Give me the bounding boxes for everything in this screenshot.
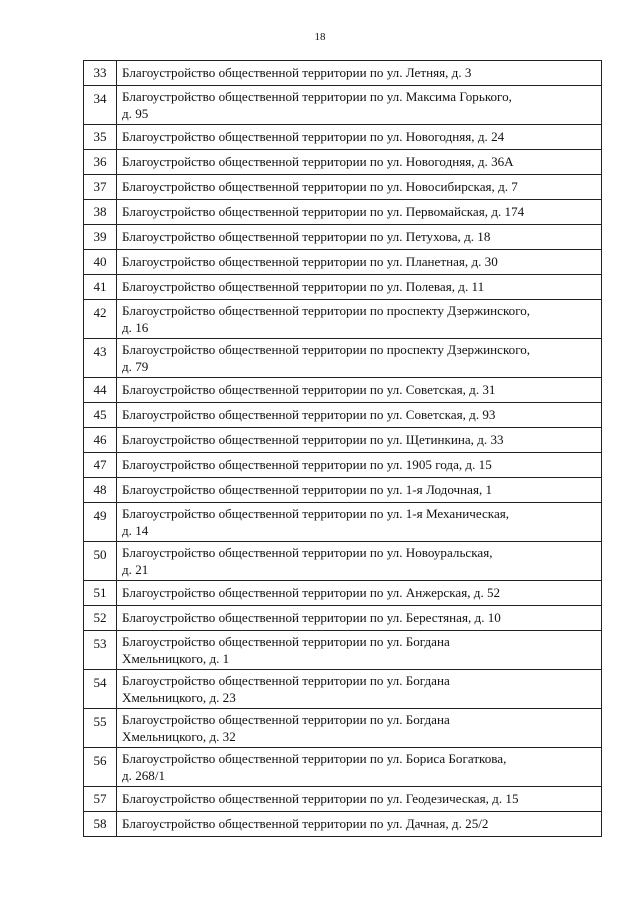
row-number: 57 [84,787,117,812]
table-row [84,86,602,125]
description-line: Благоустройство общественной территории по ул. Бориса Богаткова, [122,751,507,766]
row-number: 58 [84,812,117,837]
row-description [117,542,602,581]
row-number: 37 [84,175,117,200]
description-line: д. 79 [122,359,149,374]
table-row [84,503,602,542]
table-row [84,403,602,428]
row-description [117,503,602,542]
table-row [84,275,602,300]
description-line: Благоустройство общественной территории по ул. Советская, д. 31 [122,382,496,397]
row-number: 48 [84,478,117,503]
row-number: 44 [84,378,117,403]
table-row [84,339,602,378]
table-row [84,787,602,812]
row-description [117,339,602,378]
description-line: Благоустройство общественной территории по ул. Новосибирская, д. 7 [122,179,518,194]
table-row [84,150,602,175]
page-number: 18 [314,31,326,43]
table-row [84,225,602,250]
row-description [117,748,602,787]
description-line: Благоустройство общественной территории по ул. Первомайская, д. 174 [122,204,525,219]
row-description [117,378,602,403]
description-line: Благоустройство общественной территории по проспекту Дзержинского, [122,342,531,357]
description-line: Благоустройство общественной территории по ул. Анжерская, д. 52 [122,585,501,600]
description-line: д. 16 [122,320,149,335]
description-line: Благоустройство общественной территории по ул. Планетная, д. 30 [122,254,498,269]
description-line: Благоустройство общественной территории по ул. Новоуральская, [122,545,493,560]
row-description [117,250,602,275]
description-line: Благоустройство общественной территории по ул. Щетинкина, д. 33 [122,432,504,447]
table-row [84,631,602,670]
row-description [117,709,602,748]
description-line: Хмельницкого, д. 1 [122,651,230,666]
table-row [84,428,602,453]
description-line: Благоустройство общественной территории по ул. Геодезическая, д. 15 [122,791,519,806]
table-row [84,125,602,150]
description-line: Благоустройство общественной территории по ул. 1-я Механическая, [122,506,510,521]
row-number: 49 [84,503,117,542]
row-number: 35 [84,125,117,150]
description-line: Благоустройство общественной территории по ул. Петухова, д. 18 [122,229,491,244]
description-line: Благоустройство общественной территории по ул. Летняя, д. 3 [122,65,472,80]
row-number: 46 [84,428,117,453]
description-line: Благоустройство общественной территории по ул. Богдана [122,712,450,727]
table-row [84,670,602,709]
description-line: д. 14 [122,523,149,538]
row-number: 56 [84,748,117,787]
row-description [117,175,602,200]
row-description [117,631,602,670]
row-description [117,86,602,125]
row-description [117,812,602,837]
table-row [84,581,602,606]
table-row [84,812,602,837]
description-line: Благоустройство общественной территории по ул. Новогодняя, д. 24 [122,129,505,144]
description-line: Хмельницкого, д. 32 [122,729,236,744]
row-description [117,300,602,339]
description-line: Благоустройство общественной территории по ул. 1905 года, д. 15 [122,457,492,472]
table-row [84,542,602,581]
row-description [117,150,602,175]
description-line: Благоустройство общественной территории по ул. Богдана [122,673,450,688]
description-line: д. 95 [122,106,149,121]
row-number: 53 [84,631,117,670]
row-number: 43 [84,339,117,378]
row-number: 39 [84,225,117,250]
row-description [117,453,602,478]
row-number: 42 [84,300,117,339]
row-number: 54 [84,670,117,709]
row-number: 47 [84,453,117,478]
row-number: 41 [84,275,117,300]
row-description [117,428,602,453]
row-number: 55 [84,709,117,748]
row-description [117,478,602,503]
row-number: 33 [84,61,117,86]
row-number: 50 [84,542,117,581]
description-line: д. 268/1 [122,768,166,783]
table-row [84,453,602,478]
row-description [117,275,602,300]
description-line: Благоустройство общественной территории по ул. Берестяная, д. 10 [122,610,501,625]
row-number: 45 [84,403,117,428]
row-description [117,606,602,631]
row-description [117,225,602,250]
description-line: Благоустройство общественной территории по ул. 1-я Лодочная, 1 [122,482,493,497]
row-description [117,787,602,812]
description-line: Благоустройство общественной территории по ул. Максима Горького, [122,89,512,104]
table-row [84,175,602,200]
description-line: Благоустройство общественной территории по ул. Новогодняя, д. 36А [122,154,514,169]
description-line: Благоустройство общественной территории по ул. Богдана [122,634,450,649]
table-row [84,478,602,503]
row-description [117,670,602,709]
row-number: 36 [84,150,117,175]
table-row [84,200,602,225]
description-line: д. 21 [122,562,149,577]
description-line: Благоустройство общественной территории по ул. Полевая, д. 11 [122,279,485,294]
description-line: Благоустройство общественной территории по ул. Дачная, д. 25/2 [122,816,489,831]
row-number: 34 [84,86,117,125]
row-number: 51 [84,581,117,606]
table-row [84,61,602,86]
row-description [117,581,602,606]
description-line: Хмельницкого, д. 23 [122,690,236,705]
row-number: 40 [84,250,117,275]
table-row [84,606,602,631]
row-description [117,200,602,225]
row-description [117,61,602,86]
description-line: Благоустройство общественной территории по ул. Советская, д. 93 [122,407,496,422]
table-row [84,709,602,748]
description-line: Благоустройство общественной территории по проспекту Дзержинского, [122,303,531,318]
table-row [84,250,602,275]
row-number: 38 [84,200,117,225]
table-body [84,61,602,837]
table-row [84,748,602,787]
table-row [84,378,602,403]
row-description [117,403,602,428]
row-description [117,125,602,150]
table-row [84,300,602,339]
row-number: 52 [84,606,117,631]
territories-table [83,60,602,837]
